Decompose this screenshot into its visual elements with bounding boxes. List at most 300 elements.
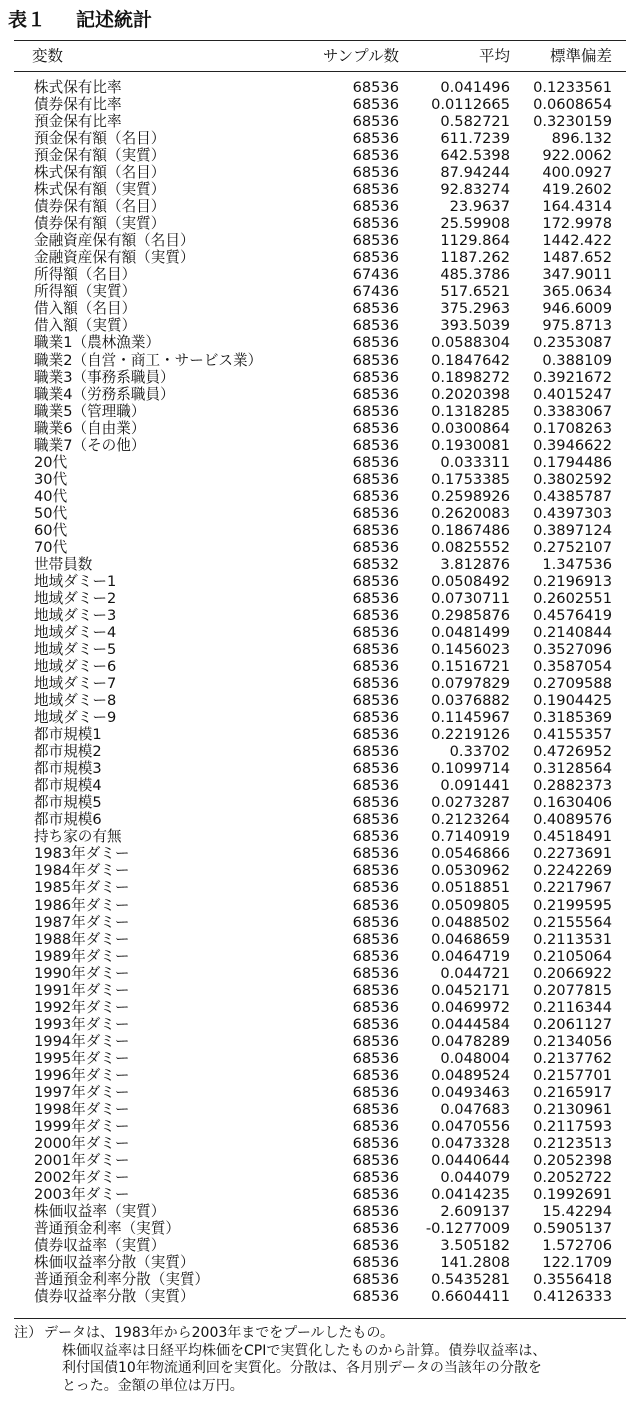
mean-cell: 0.0473328: [431, 1134, 510, 1152]
std-dev-cell: 0.2113531: [533, 930, 612, 948]
sample-size-cell: 68536: [352, 811, 399, 829]
std-dev-cell: 0.2134056: [533, 1032, 612, 1050]
sample-size-cell: 68536: [352, 606, 399, 624]
table-row: [0, 352, 635, 369]
mean-cell: 0.0440644: [431, 1151, 510, 1169]
std-dev-cell: 0.2273691: [533, 845, 612, 863]
std-dev-cell: 0.2061127: [533, 1015, 612, 1033]
sample-size-cell: 68536: [352, 1049, 399, 1067]
std-dev-cell: 122.1709: [542, 1254, 612, 1272]
mean-cell: 0.0509805: [431, 896, 510, 914]
mean-cell: 0.0493463: [431, 1083, 510, 1101]
table-row: [0, 1135, 635, 1152]
variable-cell: 2000年ダミー: [34, 1134, 130, 1152]
note-label: 注）: [14, 1325, 42, 1341]
table-row: [0, 828, 635, 845]
sample-size-cell: 68536: [352, 624, 399, 641]
std-dev-cell: 0.3230159: [533, 113, 612, 131]
sample-size-cell: 68536: [352, 113, 399, 131]
variable-cell: 1992年ダミー: [34, 998, 130, 1016]
header-mean: 平均: [478, 47, 510, 65]
sample-size-cell: 68536: [352, 521, 399, 539]
sample-size-cell: 68536: [352, 130, 399, 148]
mean-cell: 0.1456023: [431, 641, 510, 659]
table-row: [0, 982, 635, 999]
std-dev-cell: 0.4397303: [533, 504, 612, 522]
table-row: [0, 181, 635, 198]
mean-cell: 3.505182: [440, 1237, 510, 1255]
mean-cell: 0.1930081: [431, 436, 510, 454]
std-dev-cell: 0.2155564: [533, 913, 612, 931]
sample-size-cell: 68536: [352, 1237, 399, 1255]
std-dev-cell: 164.4314: [542, 198, 612, 216]
table-row: [0, 386, 635, 403]
variable-cell: 1984年ダミー: [34, 862, 130, 880]
sample-size-cell: 68536: [352, 743, 399, 761]
std-dev-cell: 0.2123513: [533, 1134, 612, 1152]
sample-size-cell: 68536: [352, 589, 399, 607]
mean-cell: 0.1847642: [431, 351, 510, 369]
variable-cell: 株式保有比率: [34, 79, 122, 96]
header-rule: [14, 71, 626, 72]
table-row: [0, 1152, 635, 1169]
variable-cell: 世帯員数: [34, 555, 93, 573]
variable-cell: 債券保有額（名目）: [34, 198, 166, 216]
sample-size-cell: 68536: [352, 215, 399, 233]
table-row: [0, 641, 635, 658]
std-dev-cell: 419.2602: [542, 181, 612, 199]
mean-cell: 0.2620083: [431, 504, 510, 522]
std-dev-cell: 0.2117593: [533, 1117, 612, 1135]
mean-cell: 0.2985876: [431, 606, 510, 624]
variable-cell: 職業6（自由業）: [34, 419, 146, 437]
variable-cell: 地域ダミー3: [34, 606, 117, 624]
sample-size-cell: 68536: [352, 334, 399, 352]
sample-size-cell: 68536: [352, 981, 399, 999]
sample-size-cell: 68536: [352, 147, 399, 165]
variable-cell: 都市規模4: [34, 777, 102, 795]
table-row: [0, 130, 635, 147]
variable-cell: 預金保有額（実質）: [34, 147, 166, 165]
sample-size-cell: 68536: [352, 1288, 399, 1306]
mean-cell: 0.0464719: [431, 947, 510, 965]
sample-size-cell: 68536: [352, 1066, 399, 1084]
table-row: [0, 879, 635, 896]
mean-cell: 611.7239: [440, 130, 510, 148]
mean-cell: 0.0478289: [431, 1032, 510, 1050]
sample-size-cell: 68536: [352, 1220, 399, 1238]
std-dev-cell: 0.3802592: [533, 470, 612, 488]
note-line: とった。金額の単位は万円。: [62, 1377, 244, 1394]
mean-cell: 0.2219126: [431, 726, 510, 744]
std-dev-cell: 922.0062: [542, 147, 612, 165]
sample-size-cell: 68536: [352, 998, 399, 1016]
sample-size-cell: 68536: [352, 181, 399, 199]
mean-cell: 0.091441: [440, 777, 510, 795]
variable-cell: 職業1（農林漁業）: [34, 334, 161, 352]
table-row: [0, 198, 635, 215]
sample-size-cell: 68536: [352, 896, 399, 914]
std-dev-cell: 0.3128564: [533, 760, 612, 778]
variable-cell: 1996年ダミー: [34, 1066, 130, 1084]
mean-cell: -0.1277009: [425, 1220, 510, 1238]
mean-cell: 0.5435281: [431, 1271, 510, 1289]
table-row: [0, 369, 635, 386]
table-row: [0, 692, 635, 709]
sample-size-cell: 68536: [352, 692, 399, 710]
mean-cell: 0.2598926: [431, 487, 510, 505]
sample-size-cell: 68536: [352, 436, 399, 454]
std-dev-cell: 365.0634: [542, 283, 612, 301]
mean-cell: 0.0112665: [431, 96, 510, 114]
variable-cell: 金融資産保有額（実質）: [34, 249, 195, 267]
table-row: [0, 1101, 635, 1118]
variable-cell: 借入額（名目）: [34, 300, 137, 318]
std-dev-cell: 0.2196913: [533, 572, 612, 590]
sample-size-cell: 68536: [352, 675, 399, 693]
std-dev-cell: 1.572706: [542, 1237, 612, 1255]
sample-size-cell: 68536: [352, 96, 399, 114]
std-dev-cell: 0.5905137: [533, 1220, 612, 1238]
std-dev-cell: 0.1630406: [533, 794, 612, 812]
mean-cell: 0.0469972: [431, 998, 510, 1016]
mean-cell: 0.044721: [440, 964, 510, 982]
table-row: [0, 726, 635, 743]
variable-cell: 所得額（名目）: [34, 266, 137, 284]
table-row: [0, 96, 635, 113]
table-row: [0, 1169, 635, 1186]
std-dev-cell: 0.2116344: [533, 998, 612, 1016]
table-row: [0, 266, 635, 283]
mean-cell: 642.5398: [440, 147, 510, 165]
header-std-dev: 標準偏差: [549, 47, 612, 65]
table-row: [0, 1016, 635, 1033]
variable-cell: 債券収益率分散（実質）: [34, 1288, 195, 1306]
table-row: [0, 811, 635, 828]
mean-cell: 0.0508492: [431, 572, 510, 590]
table-caption: 記述統計: [76, 9, 153, 31]
std-dev-cell: 0.1233561: [533, 79, 612, 96]
table-row: [0, 79, 635, 96]
mean-cell: 23.9637: [449, 198, 510, 216]
mean-cell: 0.0489524: [431, 1066, 510, 1084]
variable-cell: 株式保有額（名目）: [34, 164, 166, 182]
sample-size-cell: 68536: [352, 1100, 399, 1118]
std-dev-cell: 0.2052722: [533, 1169, 612, 1186]
variable-cell: 2002年ダミー: [34, 1169, 130, 1186]
table-row: [0, 113, 635, 130]
variable-cell: 60代: [34, 521, 68, 539]
std-dev-cell: 172.9978: [542, 215, 612, 233]
variable-cell: 20代: [34, 453, 68, 471]
table-row: [0, 675, 635, 692]
table-row: [0, 573, 635, 590]
std-dev-cell: 975.8713: [542, 317, 612, 335]
variable-cell: 預金保有額（名目）: [34, 130, 166, 148]
table-row: [0, 300, 635, 317]
std-dev-cell: 0.2353087: [533, 334, 612, 352]
note-line: 利付国債10年物流通利回を実質化。分散は、各月別データの当該年の分散を: [62, 1360, 542, 1376]
mean-cell: 0.0797829: [431, 675, 510, 693]
top-rule: [14, 40, 626, 41]
sample-size-cell: 68536: [352, 879, 399, 897]
variable-cell: 30代: [34, 470, 68, 488]
mean-cell: 25.59908: [440, 215, 510, 233]
table-row: [0, 965, 635, 982]
variable-cell: 職業3（事務系職員）: [34, 368, 175, 386]
sample-size-cell: 68536: [352, 641, 399, 659]
table-row: [0, 283, 635, 300]
mean-cell: 87.94244: [440, 164, 510, 182]
sample-size-cell: 68536: [352, 249, 399, 267]
table-row: [0, 1033, 635, 1050]
table-row: [0, 488, 635, 505]
sample-size-cell: 68536: [352, 351, 399, 369]
table-row: [0, 1084, 635, 1101]
sample-size-cell: 68536: [352, 913, 399, 931]
sample-size-cell: 68536: [352, 385, 399, 403]
mean-cell: 0.1099714: [431, 760, 510, 778]
mean-cell: 375.2963: [440, 300, 510, 318]
std-dev-cell: 0.4385787: [533, 487, 612, 505]
table-note: [14, 1325, 626, 1395]
table-row: [0, 147, 635, 164]
variable-cell: 40代: [34, 487, 68, 505]
variable-cell: 1995年ダミー: [34, 1049, 130, 1067]
mean-cell: 393.5039: [440, 317, 510, 335]
variable-cell: 借入額（実質）: [34, 317, 137, 335]
mean-cell: 0.0546866: [431, 845, 510, 863]
mean-cell: 0.2020398: [431, 385, 510, 403]
sample-size-cell: 68536: [352, 947, 399, 965]
sample-size-cell: 68536: [352, 828, 399, 846]
std-dev-cell: 0.3185369: [533, 709, 612, 727]
variable-cell: 1987年ダミー: [34, 913, 130, 931]
mean-cell: 0.1753385: [431, 470, 510, 488]
sample-size-cell: 68536: [352, 538, 399, 556]
variable-cell: 地域ダミー6: [34, 658, 117, 676]
sample-size-cell: 68536: [352, 658, 399, 676]
table-row: [0, 437, 635, 454]
sample-size-cell: 68536: [352, 487, 399, 505]
table-row: [0, 743, 635, 760]
std-dev-cell: 0.1904425: [533, 692, 612, 710]
std-dev-cell: 0.4576419: [533, 606, 612, 624]
mean-cell: 0.0825552: [431, 538, 510, 556]
table-row: [0, 607, 635, 624]
table-row: [0, 334, 635, 351]
std-dev-cell: 0.1708263: [533, 419, 612, 437]
std-dev-cell: 0.388109: [542, 351, 612, 369]
bottom-rule: [14, 1318, 626, 1319]
mean-cell: 0.0414235: [431, 1186, 510, 1204]
mean-cell: 0.0530962: [431, 862, 510, 880]
std-dev-cell: 1487.652: [542, 249, 612, 267]
variable-cell: 地域ダミー1: [34, 572, 117, 590]
variable-cell: 70代: [34, 538, 68, 556]
sample-size-cell: 68532: [352, 555, 399, 573]
std-dev-cell: 0.1794486: [533, 453, 612, 471]
table-row: [0, 454, 635, 471]
variable-cell: 1993年ダミー: [34, 1015, 130, 1033]
mean-cell: 0.048004: [440, 1049, 510, 1067]
sample-size-cell: 68536: [352, 419, 399, 437]
std-dev-cell: 0.2199595: [533, 896, 612, 914]
table-row: [0, 539, 635, 556]
mean-cell: 0.0488502: [431, 913, 510, 931]
std-dev-cell: 0.4015247: [533, 385, 612, 403]
mean-cell: 141.2808: [440, 1254, 510, 1272]
variable-cell: 職業5（管理職）: [34, 402, 146, 420]
mean-cell: 0.033311: [440, 453, 510, 471]
sample-size-cell: 68536: [352, 198, 399, 216]
table-row: [0, 1050, 635, 1067]
std-dev-cell: 1442.422: [542, 232, 612, 250]
mean-cell: 0.047683: [440, 1100, 510, 1118]
sample-size-cell: 68536: [352, 1083, 399, 1101]
std-dev-cell: 0.2882373: [533, 777, 612, 795]
header-variable: 変数: [32, 47, 64, 65]
variable-cell: 2003年ダミー: [34, 1186, 130, 1204]
table-row: [0, 1067, 635, 1084]
mean-cell: 0.1867486: [431, 521, 510, 539]
std-dev-cell: 0.2140844: [533, 624, 612, 641]
mean-cell: 0.0376882: [431, 692, 510, 710]
mean-cell: 0.2123264: [431, 811, 510, 829]
sample-size-cell: 68536: [352, 1015, 399, 1033]
sample-size-cell: 68536: [352, 504, 399, 522]
table-row: [0, 1254, 635, 1271]
table-row: [0, 760, 635, 777]
variable-cell: 普通預金利率（実質）: [34, 1220, 180, 1238]
table-row: [0, 556, 635, 573]
table-row: [0, 931, 635, 948]
variable-cell: 地域ダミー8: [34, 692, 117, 710]
table-row: [0, 999, 635, 1016]
table-row: [0, 1288, 635, 1305]
mean-cell: 0.044079: [440, 1169, 510, 1186]
mean-cell: 0.0518851: [431, 879, 510, 897]
variable-cell: 普通預金利率分散（実質）: [34, 1271, 210, 1289]
table-row: [0, 1271, 635, 1288]
table-number: 表１: [8, 9, 47, 31]
sample-size-cell: 68536: [352, 1151, 399, 1169]
table-row: [0, 1203, 635, 1220]
mean-cell: 0.0470556: [431, 1117, 510, 1135]
sample-size-cell: 68536: [352, 964, 399, 982]
table-row: [0, 948, 635, 965]
variable-cell: 職業7（その他）: [34, 436, 146, 454]
table-row: [0, 777, 635, 794]
std-dev-cell: 0.2066922: [533, 964, 612, 982]
std-dev-cell: 0.2157701: [533, 1066, 612, 1084]
mean-cell: 1187.262: [440, 249, 510, 267]
std-dev-cell: 0.2137762: [533, 1049, 612, 1067]
table-row: [0, 505, 635, 522]
variable-cell: 2001年ダミー: [34, 1151, 130, 1169]
std-dev-cell: 0.1992691: [533, 1186, 612, 1204]
sample-size-cell: 68536: [352, 709, 399, 727]
note-line: 株価収益率は日経平均株価をCPIで実質化したものから計算。債券収益率は、: [62, 1342, 547, 1359]
sample-size-cell: 68536: [352, 572, 399, 590]
variable-cell: 1983年ダミー: [34, 845, 130, 863]
variable-cell: 都市規模5: [34, 794, 102, 812]
sample-size-cell: 68536: [352, 164, 399, 182]
std-dev-cell: 0.4126333: [533, 1288, 612, 1306]
variable-cell: 株価収益率分散（実質）: [34, 1254, 195, 1272]
variable-cell: 所得額（実質）: [34, 283, 137, 301]
variable-cell: 金融資産保有額（名目）: [34, 232, 195, 250]
sample-size-cell: 68536: [352, 470, 399, 488]
sample-size-cell: 68536: [352, 862, 399, 880]
table-row: [0, 471, 635, 488]
std-dev-cell: 0.2052398: [533, 1151, 612, 1169]
table-row: [0, 1186, 635, 1203]
variable-cell: 50代: [34, 504, 68, 522]
table-row: [0, 249, 635, 266]
mean-cell: 0.0481499: [431, 624, 510, 641]
mean-cell: 1129.864: [440, 232, 510, 250]
variable-cell: 1988年ダミー: [34, 930, 130, 948]
mean-cell: 0.1318285: [431, 402, 510, 420]
mean-cell: 0.33702: [449, 743, 510, 761]
sample-size-cell: 68536: [352, 453, 399, 471]
sample-size-cell: 68536: [352, 368, 399, 386]
std-dev-cell: 0.2602551: [533, 589, 612, 607]
variable-cell: 1990年ダミー: [34, 964, 130, 982]
table-row: [0, 794, 635, 811]
std-dev-cell: 0.4518491: [533, 828, 612, 846]
sample-size-cell: 68536: [352, 760, 399, 778]
table-row: [0, 709, 635, 726]
variable-cell: 株価収益率（実質）: [34, 1203, 166, 1221]
mean-cell: 0.1145967: [431, 709, 510, 727]
mean-cell: 0.1516721: [431, 658, 510, 676]
mean-cell: 0.0273287: [431, 794, 510, 812]
variable-cell: 1998年ダミー: [34, 1100, 130, 1118]
std-dev-cell: 896.132: [551, 130, 612, 148]
variable-cell: 債券収益率（実質）: [34, 1237, 166, 1255]
sample-size-cell: 68536: [352, 1254, 399, 1272]
std-dev-cell: 0.3946622: [533, 436, 612, 454]
std-dev-cell: 0.2077815: [533, 981, 612, 999]
table-row: [0, 164, 635, 181]
mean-cell: 0.7140919: [431, 828, 510, 846]
mean-cell: 0.0730711: [431, 589, 510, 607]
sample-size-cell: 67436: [352, 283, 399, 301]
table-row: [0, 914, 635, 931]
table-row: [0, 1220, 635, 1237]
sample-size-cell: 68536: [352, 232, 399, 250]
std-dev-cell: 0.2105064: [533, 947, 612, 965]
variable-cell: 債券保有比率: [34, 96, 122, 114]
mean-cell: 0.582721: [440, 113, 510, 131]
table-row: [0, 232, 635, 249]
variable-cell: 地域ダミー9: [34, 709, 117, 727]
std-dev-cell: 0.3556418: [533, 1271, 612, 1289]
std-dev-cell: 0.2242269: [533, 862, 612, 880]
std-dev-cell: 0.4089576: [533, 811, 612, 829]
std-dev-cell: 0.4726952: [533, 743, 612, 761]
variable-cell: 都市規模2: [34, 743, 102, 761]
variable-cell: 1985年ダミー: [34, 879, 130, 897]
std-dev-cell: 0.4155357: [533, 726, 612, 744]
variable-cell: 1994年ダミー: [34, 1032, 130, 1050]
table-row: [0, 658, 635, 675]
table-row: [0, 624, 635, 641]
sample-size-cell: 68536: [352, 845, 399, 863]
sample-size-cell: 68536: [352, 726, 399, 744]
